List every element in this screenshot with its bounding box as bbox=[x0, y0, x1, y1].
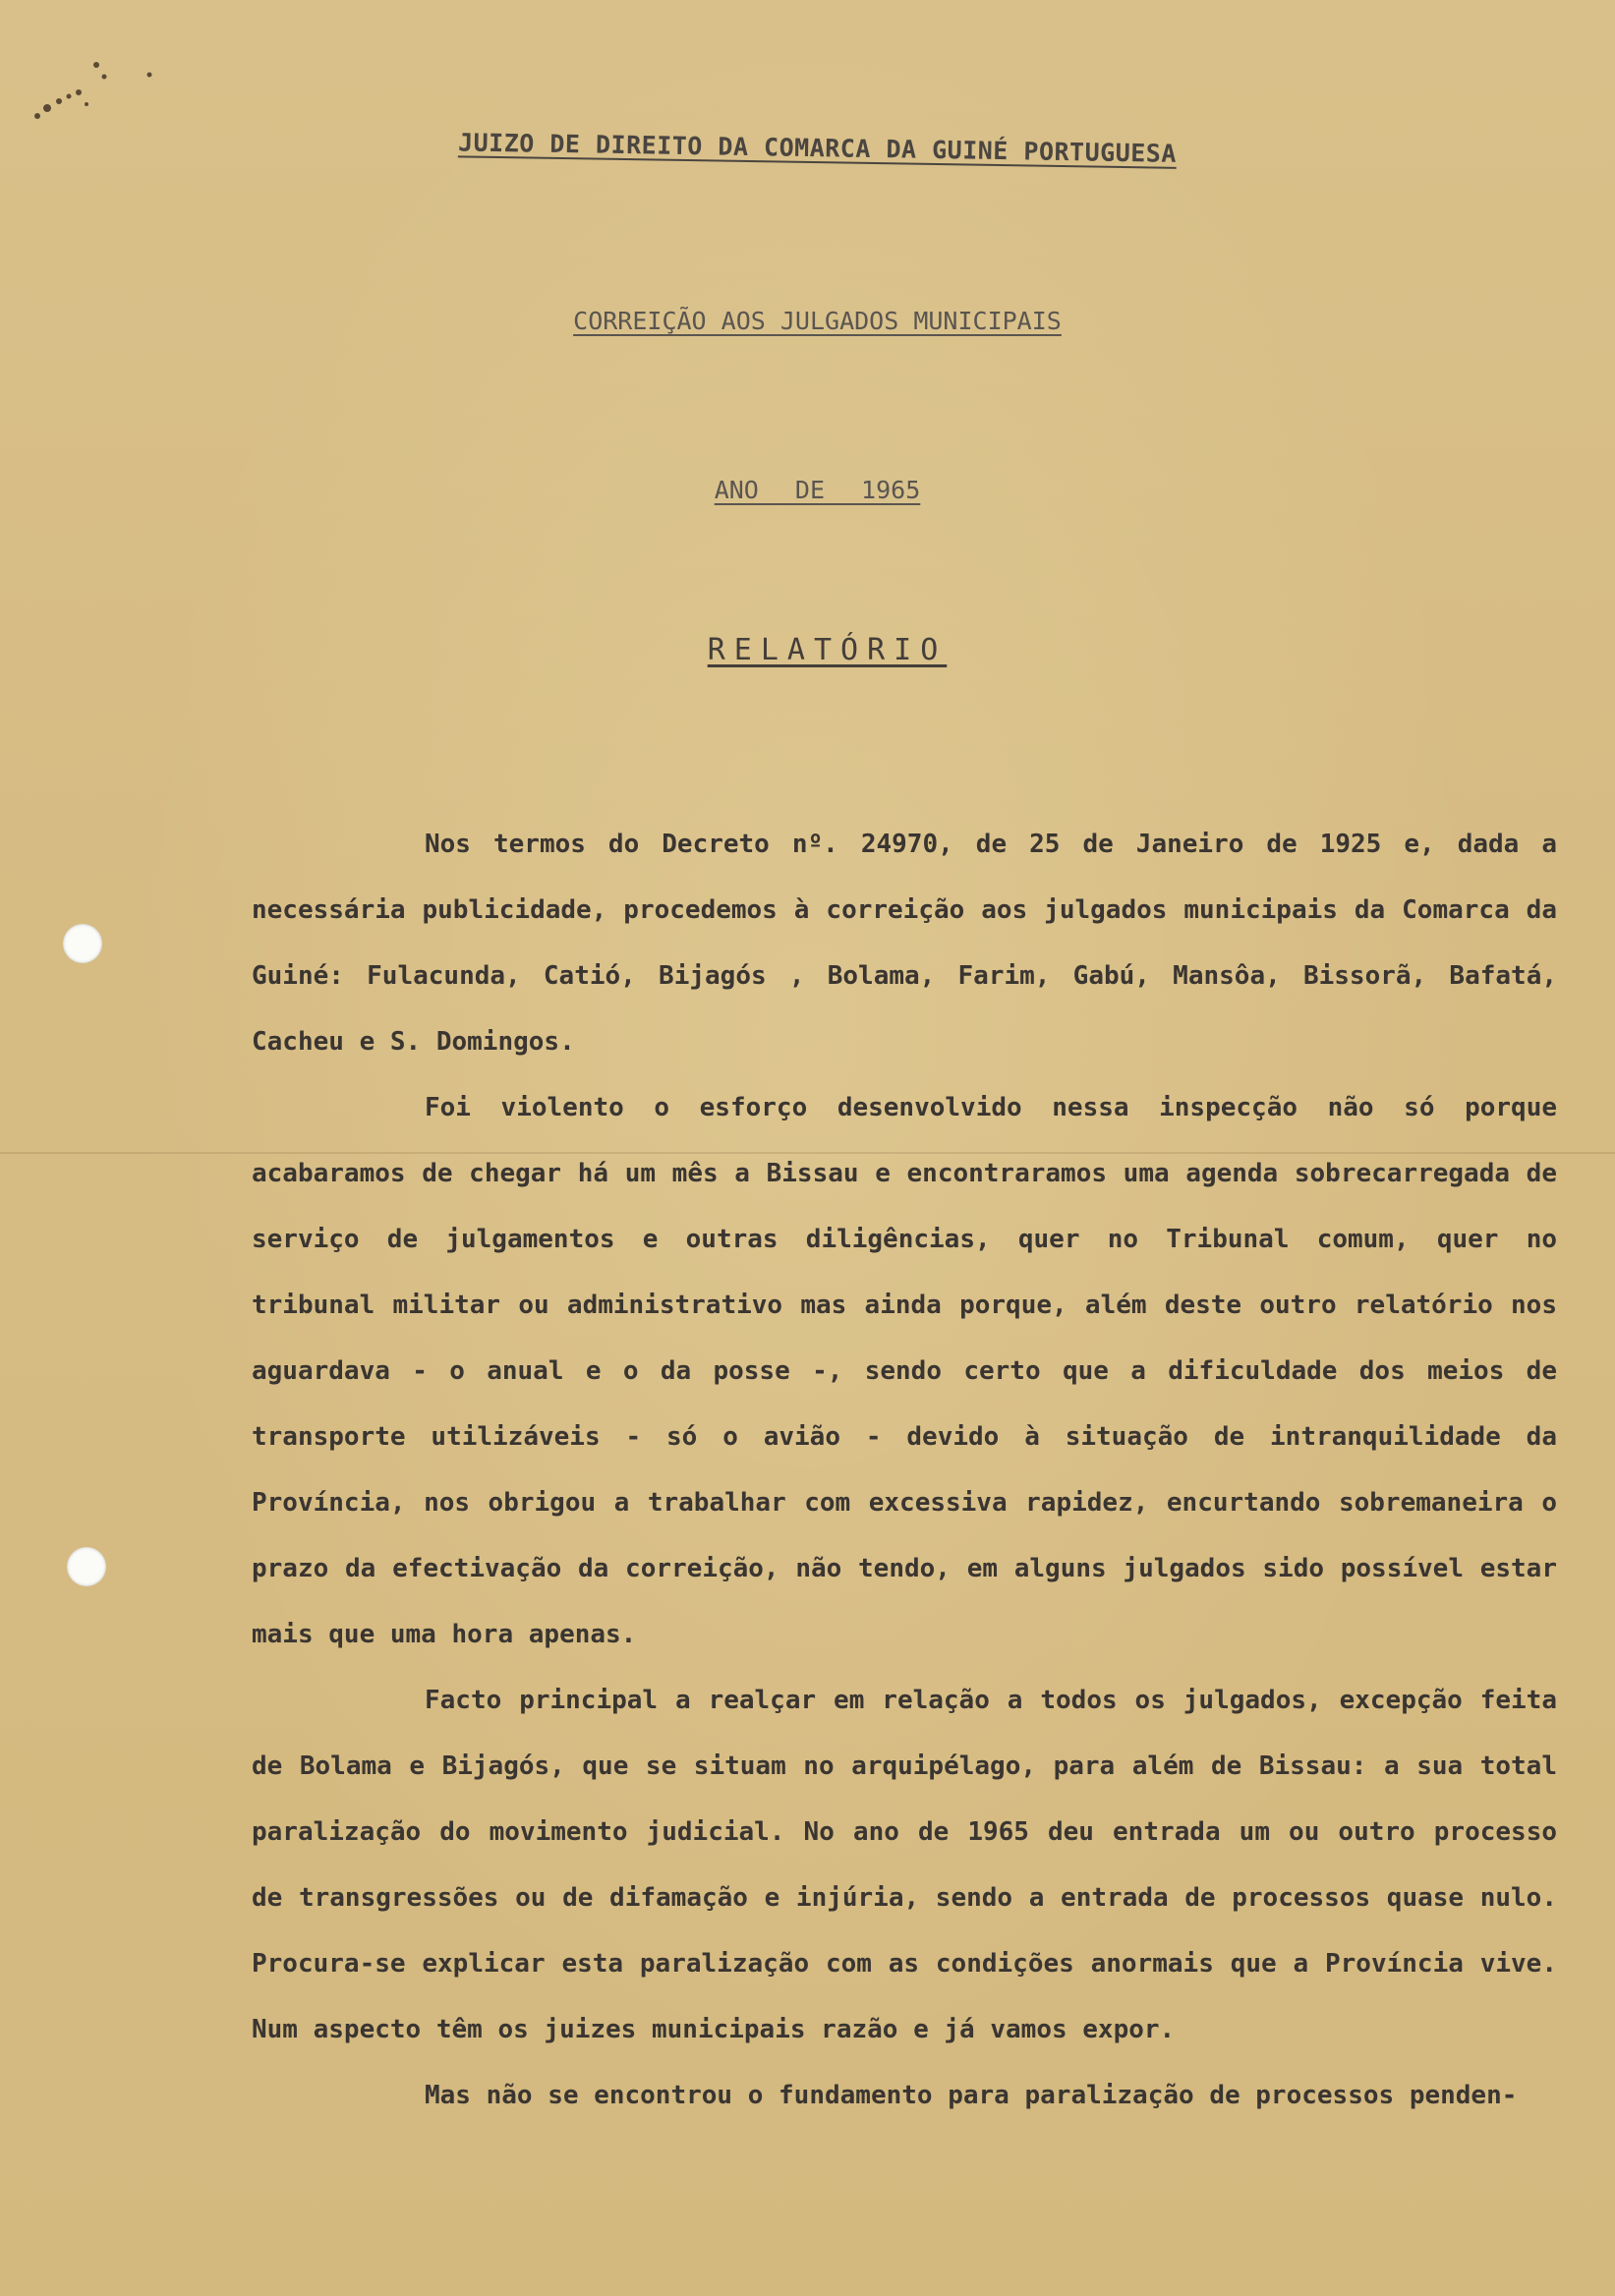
punch-hole-top bbox=[63, 924, 102, 963]
court-heading: JUIZO DE DIREITO DA COMARCA DA GUINÉ PORTUGUESA bbox=[457, 128, 1178, 168]
ink-specks-decoration bbox=[18, 47, 165, 126]
paragraph-effort: Foi violento o esforço desenvolvido nessa inspecção não só porque acabaramos de chegar há um mês a Bissau e encontraramos uma agenda sobrecarregada de serviço de julgamentos e outras diligências, quer no Tribunal comum, quer no tribunal militar ou administrativo mas ainda porque, além deste outro relatório nos aguardava - o anual e o da posse -, sendo certo que a dificuldade dos meios de transporte utilizáveis - só o avião - devido à situação de intranquilidade da Província, nos obrigou a trabalhar com excessiva rapidez, encurtando sobremaneira o prazo da efectivação da correição, não tendo, em alguns julgados sido possível estar mais que uma hora apenas. bbox=[252, 1093, 1557, 1649]
paragraph-decree: Nos termos do Decreto nº. 24970, de 25 de Janeiro de 1925 e, dada a necessária publicidade, procedemos à correição aos julgados municipais da Comarca da Guiné: Fulacunda, Catió, Bijagós , Bolama, Farim, Gabú, Mansôa, Bissorã, Bafatá, Cacheu e S. Domingos. bbox=[252, 830, 1557, 1057]
punch-hole-bottom bbox=[67, 1547, 106, 1586]
year-heading: ANO DE 1965 bbox=[714, 476, 921, 504]
subject-heading: CORREIÇÃO AOS JULGADOS MUNICIPAIS bbox=[573, 307, 1062, 335]
paragraph-main-fact: Facto principal a realçar em relação a todos os julgados, excepção feita de Bolama e Bijagós, que se situam no arquipélago, para além de Bissau: a sua total paralização do movimento judicial. No ano de 1965 deu entrada um ou outro processo de transgressões ou de difamação e injúria, sendo a entrada de processos quase nulo. Procura-se explicar esta paralização com as condições anormais que a Província vive. Num aspecto têm os juizes municipais razão e já vamos expor. bbox=[252, 1686, 1557, 2044]
paragraph-pending: Mas não se encontrou o fundamento para paralização de processos penden- bbox=[425, 2081, 1518, 2110]
report-body bbox=[252, 812, 1557, 2129]
report-title: RELATÓRIO bbox=[707, 633, 948, 667]
